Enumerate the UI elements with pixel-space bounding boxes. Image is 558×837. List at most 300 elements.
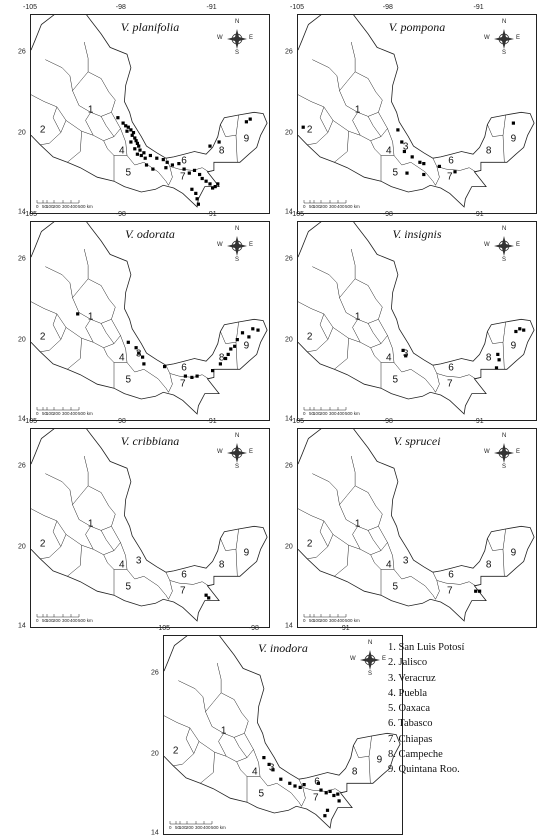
state-border [101,530,114,550]
occurrence-record [514,330,517,333]
country-outline [31,15,267,207]
state-number-label: 5 [392,374,399,386]
state-border [503,135,504,162]
scale-bar-label: 300 [195,825,203,830]
latitude-tick: 20 [285,129,293,137]
occurrence-record [303,783,306,786]
compass-letter-w: W [217,449,223,455]
state-border [433,365,481,379]
state-number-label: 3 [135,348,142,360]
state-border [298,509,333,559]
state-border [73,72,116,117]
occurrence-record [245,120,248,123]
species-map-panel [285,211,537,423]
occurrence-record [453,170,456,173]
state-border [368,116,381,136]
scale-bar-label: 500 km [78,618,93,623]
scale-bar-label: 0 [303,204,306,209]
state-border [340,279,383,324]
state-number-label: 6 [314,776,320,788]
species-map-panel [285,4,537,216]
compass-letter-s: S [235,50,240,56]
occurrence-record [164,166,167,169]
occurrence-record [183,168,186,171]
state-number-label: 9 [243,340,250,352]
state-border [45,474,72,505]
state-border [200,752,214,783]
latitude-tick: 14 [285,415,293,423]
occurrence-record [279,778,282,781]
legend-item: 2. Jalisco [388,657,428,669]
occurrence-record [522,329,525,332]
latitude-tick: 20 [285,336,293,344]
state-border [503,549,504,576]
latitude-tick: 20 [151,750,159,758]
occurrence-record [262,756,265,759]
country-outline [298,15,534,207]
state-border [169,373,173,392]
state-border [436,373,440,392]
compass-letter-e: E [516,449,521,455]
species-title: V. cribbiana [120,434,180,448]
longitude-tick: -98 [248,625,259,632]
longitude-tick: -98 [115,4,126,11]
occurrence-record [184,375,187,378]
state-border [234,737,247,757]
occurrence-record [155,157,158,160]
state-border [169,580,173,599]
occurrence-record [396,128,399,131]
occurrence-record [512,122,515,125]
state-border [101,323,114,343]
compass-letter-n: N [368,640,373,646]
state-number-label: 5 [125,581,132,593]
compass-letter-s: S [502,50,507,56]
state-border [340,486,383,531]
state-border [104,555,114,596]
scale-bar [37,614,79,617]
scale-bar-label: 300 [62,618,70,623]
scale-bar-label: 0 [36,618,39,623]
occurrence-record [201,177,204,180]
state-number-label: 1 [87,311,94,323]
latitude-tick: 20 [18,336,26,344]
state-number-label: 8 [485,352,492,364]
scale-bar-label: 400 [70,204,78,209]
state-border [31,302,66,352]
state-number-label: 9 [243,547,250,559]
state-border [45,267,72,298]
state-number-label: 5 [258,788,265,800]
legend-item: 4. Puebla [388,687,428,699]
scale-bar-label: 100 [313,618,321,623]
mexico-map [298,429,537,628]
state-number-label: 1 [87,518,94,530]
occurrence-record [498,358,501,361]
state-border [487,322,505,344]
longitude-tick: -98 [115,418,126,425]
occurrence-record [216,182,219,185]
scale-bar-label: 100 [46,411,54,416]
state-number-label: 9 [510,547,517,559]
species-title: V. pompona [388,20,446,34]
longitude-tick: -105 [22,4,38,11]
state-border [298,302,333,352]
state-border [368,323,381,343]
occurrence-record [125,130,128,133]
scale-bar-label: 100 [46,618,54,623]
species-map-panel [18,211,270,423]
state-border [353,526,361,549]
occurrence-record [422,162,425,165]
occurrence-record [325,791,328,794]
map-frame [297,221,537,421]
occurrence-record [236,338,239,341]
compass-letter-n: N [502,19,507,25]
scale-bar-label: 50 [42,618,48,623]
state-border [487,115,505,137]
state-border [312,474,339,505]
scale-bar-label: 0 [169,825,172,830]
legend-item: 1. San Luis Potosí [388,642,465,653]
state-number-label: 5 [392,167,399,179]
map-frame [30,221,270,421]
scale-bar-label: 0 [303,618,306,623]
scale-bar-label: 50 [309,618,315,623]
occurrence-record [145,163,148,166]
state-border [353,319,361,342]
occurrence-record [137,145,140,148]
latitude-tick: 26 [18,255,26,263]
scale-bar-label: 100 [46,204,54,209]
state-border [433,572,481,586]
scale-bar-label: 50 [42,411,48,416]
country-outline [31,222,267,414]
latitude-tick: 14 [18,415,26,423]
latitude-tick: 14 [285,208,293,216]
occurrence-record [288,782,291,785]
scale-bar-label: 100 [179,825,187,830]
state-border [66,112,121,140]
state-border [299,779,347,793]
state-border [371,348,381,389]
occurrence-record [194,192,197,195]
occurrence-record [438,165,441,168]
scale-bar-label: 300 [62,204,70,209]
longitude-tick: -105 [289,4,305,11]
state-border [84,249,88,279]
state-border [67,338,81,369]
scale-bar [37,200,79,203]
compass-letter-w: W [217,35,223,41]
state-border [368,530,381,550]
longitude-tick: -105 [289,211,305,218]
state-number-label: 4 [119,145,125,157]
longitude-tick: -105 [22,211,38,218]
state-number-label: 5 [392,581,399,593]
occurrence-record [196,197,199,200]
compass-letter-w: W [484,35,490,41]
state-border [436,166,440,185]
compass-letter-e: E [382,656,387,662]
state-border [371,555,381,596]
state-border [66,526,121,554]
state-number-label: 4 [252,766,258,778]
species-title: V. insignis [392,227,442,241]
scale-bar-label: 0 [303,411,306,416]
longitude-tick: -105 [155,625,171,632]
scale-bar-label: 300 [62,411,70,416]
occurrence-record [177,162,180,165]
occurrence-record [418,161,421,164]
country-outline [298,429,534,621]
occurrence-record [326,809,329,812]
state-number-label: 7 [180,585,186,597]
longitude-tick: -98 [382,4,393,11]
state-number-label: 7 [313,792,319,804]
state-border [334,545,348,576]
state-number-label: 6 [448,569,454,581]
state-border [220,115,238,137]
occurrence-record [474,590,477,593]
occurrence-record [129,140,132,143]
occurrence-record [249,118,252,121]
state-border [84,456,88,486]
state-border [199,733,254,761]
occurrence-record [138,149,141,152]
occurrence-record [136,153,139,156]
occurrence-record [496,353,499,356]
state-border [351,42,355,72]
state-number-label: 1 [220,725,227,737]
state-border [45,60,72,91]
state-border [206,693,249,738]
occurrence-record [233,345,236,348]
species-map-panel [18,4,270,216]
state-border [217,663,221,693]
state-number-label: 6 [181,362,187,374]
state-border [312,60,339,91]
state-number-label: 7 [180,171,186,183]
scale-bar-label: 300 [329,204,337,209]
state-border [351,456,355,486]
state-border [101,116,114,136]
occurrence-record [190,188,193,191]
state-border [371,141,381,182]
occurrence-record [166,161,169,164]
state-border [237,762,247,803]
compass-letter-e: E [249,242,254,248]
occurrence-record [411,155,414,158]
latitude-tick: 20 [285,543,293,551]
latitude-tick: 14 [285,622,293,630]
scale-bar [304,200,346,203]
latitude-tick: 26 [285,462,293,470]
state-border [31,95,66,145]
compass-letter-e: E [249,35,254,41]
map-frame [30,14,270,214]
occurrence-record [478,590,481,593]
state-border [86,526,94,549]
occurrence-record [193,169,196,172]
legend-item: 5. Oaxaca [388,703,430,715]
legend-item: 9. Quintana Roo. [388,764,460,776]
latitude-tick: 20 [18,543,26,551]
occurrence-record [151,168,154,171]
longitude-tick: -91 [339,625,350,632]
country-outline [31,429,267,621]
state-number-label: 8 [218,145,225,157]
state-number-label: 5 [125,374,132,386]
state-border [298,95,333,145]
scale-bar-label: 500 km [345,618,360,623]
scale-bar-label: 400 [70,618,78,623]
state-border [219,733,227,756]
legend-item: 8. Campeche [388,749,443,761]
state-border [104,141,114,182]
compass-letter-n: N [235,433,240,439]
occurrence-record [299,786,302,789]
scale-bar-label: 300 [329,618,337,623]
country-outline [164,636,400,828]
occurrence-record [76,312,79,315]
state-legend [388,640,464,778]
country-outline [298,222,534,414]
occurrence-record [162,158,165,161]
compass-letter-w: W [217,242,223,248]
latitude-tick: 14 [18,622,26,630]
occurrence-record [127,341,130,344]
compass-letter-n: N [235,226,240,232]
occurrence-record [142,362,145,365]
longitude-tick: -91 [206,418,217,425]
state-border [67,545,81,576]
scale-bar-label: 500 km [78,204,93,209]
occurrence-record [211,369,214,372]
state-border [333,526,388,554]
longitude-tick: -91 [473,211,484,218]
scale-bar-label: 500 km [345,204,360,209]
occurrence-record [144,157,147,160]
state-number-label: 2 [39,124,46,136]
scale-bar-label: 50 [309,204,315,209]
species-title: V. odorata [125,227,175,241]
state-border [166,572,214,586]
state-border [436,580,440,599]
state-number-label: 4 [386,559,392,571]
compass-letter-s: S [502,257,507,263]
occurrence-record [140,154,143,157]
latitude-tick: 26 [151,669,159,677]
longitude-tick: -91 [206,4,217,11]
occurrence-record [405,172,408,175]
compass-letter-n: N [502,226,507,232]
mexico-map [31,429,270,628]
scale-bar-label: 100 [313,204,321,209]
state-border [169,166,173,185]
occurrence-record [208,145,211,148]
state-border [86,319,94,342]
occurrence-record [319,789,322,792]
occurrence-record [149,154,152,157]
state-border [220,529,238,551]
scale-bar-label: 500 km [345,411,360,416]
compass-letter-s: S [502,464,507,470]
scale-bar-label: 400 [337,204,345,209]
state-border [178,681,205,712]
occurrence-record [207,596,210,599]
occurrence-record [332,794,335,797]
compass-letter-e: E [249,449,254,455]
longitude-tick: -98 [382,418,393,425]
state-number-label: 6 [181,155,187,167]
state-number-label: 3 [135,555,142,567]
occurrence-record [116,116,119,119]
occurrence-record [227,353,230,356]
occurrence-record [518,327,521,330]
compass-letter-s: S [235,257,240,263]
scale-bar-label: 50 [42,204,48,209]
state-number-label: 8 [218,352,225,364]
state-number-label: 2 [306,124,313,136]
occurrence-record [218,140,221,143]
mexico-map [164,636,403,835]
occurrence-record [198,173,201,176]
state-border [353,112,361,135]
mexico-map [31,222,270,421]
occurrence-record [229,347,232,350]
scale-bar-label: 400 [203,825,211,830]
state-number-label: 8 [485,559,492,571]
longitude-tick: -105 [22,418,38,425]
compass-letter-s: S [368,671,373,677]
latitude-tick: 26 [285,255,293,263]
legend-item: 6. Tabasco [388,718,433,730]
state-border [369,756,370,783]
state-number-label: 5 [125,167,132,179]
state-border [334,131,348,162]
compass-letter-e: E [516,35,521,41]
scale-bar-label: 200 [53,411,61,416]
occurrence-record [329,790,332,793]
state-number-label: 3 [402,348,409,360]
state-number-label: 3 [268,762,275,774]
occurrence-record [336,793,339,796]
legend-item: 7. Chiapas [388,733,433,745]
map-frame [30,428,270,628]
scale-bar-label: 300 [329,411,337,416]
occurrence-record [205,180,208,183]
longitude-tick: -91 [206,211,217,218]
scale-bar-label: 500 km [211,825,226,830]
scale-bar-label: 200 [320,618,328,623]
state-border [487,529,505,551]
scale-bar [170,821,212,824]
state-border [84,42,88,72]
state-border [353,736,371,758]
scale-bar-label: 400 [337,618,345,623]
state-number-label: 3 [402,555,409,567]
state-number-label: 6 [448,362,454,374]
scale-bar-label: 200 [53,618,61,623]
state-number-label: 2 [306,331,313,343]
state-border [340,72,383,117]
occurrence-record [188,172,191,175]
state-border [166,365,214,379]
state-border [503,342,504,369]
species-map-panel [285,418,537,630]
mexico-map [31,15,270,214]
